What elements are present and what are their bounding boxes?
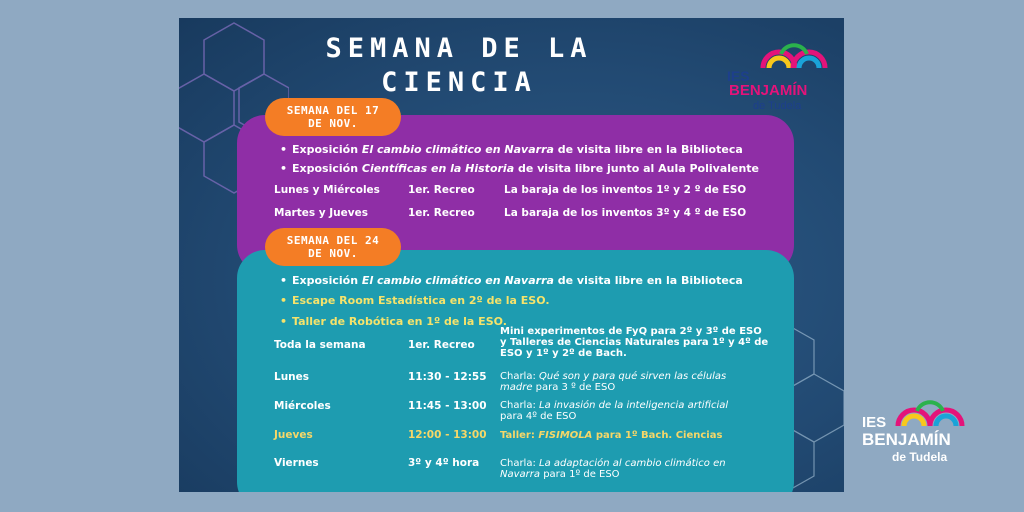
week2-row2-time: 11:30 - 12:55 <box>408 371 487 383</box>
rainbow-arches-icon <box>759 34 829 70</box>
logo-place-text: de Tudela <box>753 100 802 112</box>
week2-bullet-1: • Exposición El cambio climático en Navarra de visita libre en la Biblioteca <box>292 274 743 287</box>
logo-ies-text: IES <box>727 68 750 84</box>
week2-row5-time: 3º y 4º hora <box>408 457 480 469</box>
week2-row5-desc: Charla: La adaptación al cambio climático en Navarra para 1º de ESO <box>500 458 726 480</box>
week1-row1-desc: La baraja de los inventos 1º y 2 º de ESO <box>504 184 747 196</box>
week1-row2-desc: La baraja de los inventos 3º y 4 º de ESO <box>504 207 747 219</box>
week2-row4-day: Jueves <box>274 429 313 441</box>
week2-row1-time: 1er. Recreo <box>408 339 475 351</box>
poster-title-line1: SEMANA DE LA <box>325 33 593 64</box>
week1-row1-day: Lunes y Miércoles <box>274 184 380 196</box>
week2-row2-desc: Charla: Qué son y para qué sirven las células madre para 3 º de ESO <box>500 371 727 393</box>
week2-row4-time: 12:00 - 13:00 <box>408 429 487 441</box>
school-logo-side <box>862 390 982 470</box>
logo-name-text: BENJAMÍN <box>729 82 808 99</box>
week2-row2-day: Lunes <box>274 371 310 383</box>
week2-row3-desc: Charla: La invasión de la inteligencia artificial para 4º de ESO <box>500 400 729 422</box>
week1-pill: SEMANA DEL 17 DE NOV. <box>265 98 401 136</box>
side-logo-ies-text: IES <box>862 414 887 431</box>
side-logo-name-text: BENJAMÍN <box>862 430 951 449</box>
week2-row1-day: Toda la semana <box>274 339 366 351</box>
poster-title-line2: CIENCIA <box>381 67 537 98</box>
week1-row2-day: Martes y Jueves <box>274 207 368 219</box>
week2-row5-day: Viernes <box>274 457 319 469</box>
week1-bullet-1: • Exposición El cambio climático en Navarra de visita libre en la Biblioteca <box>292 143 743 156</box>
poster <box>179 18 844 492</box>
week2-row1-desc: Mini experimentos de FyQ para 2º y 3º de ESO y Talleres de Ciencias Naturales para 1º y 4º de ESO y 1º y 2º de Bach. <box>500 326 769 359</box>
week2-bullet-3: • Taller de Robótica en 1º de la ESO. <box>292 315 507 328</box>
side-logo-place-text: de Tudela <box>892 450 948 464</box>
week1-row2-time: 1er. Recreo <box>408 207 475 219</box>
week2-row3-day: Miércoles <box>274 400 331 412</box>
week1-bullet-2: • Exposición Científicas en la Historia de visita libre junto al Aula Polivalente <box>292 162 759 175</box>
week2-row4-desc: Taller: FISIMOLA para 1º Bach. Ciencias <box>500 430 723 441</box>
school-logo-top <box>727 34 837 110</box>
week2-bullet-2: • Escape Room Estadística en 2º de la ESO. <box>292 294 550 307</box>
week2-pill: SEMANA DEL 24 DE NOV. <box>265 228 401 266</box>
rainbow-arches-icon <box>894 390 966 428</box>
week2-row3-time: 11:45 - 13:00 <box>408 400 487 412</box>
week1-row1-time: 1er. Recreo <box>408 184 475 196</box>
